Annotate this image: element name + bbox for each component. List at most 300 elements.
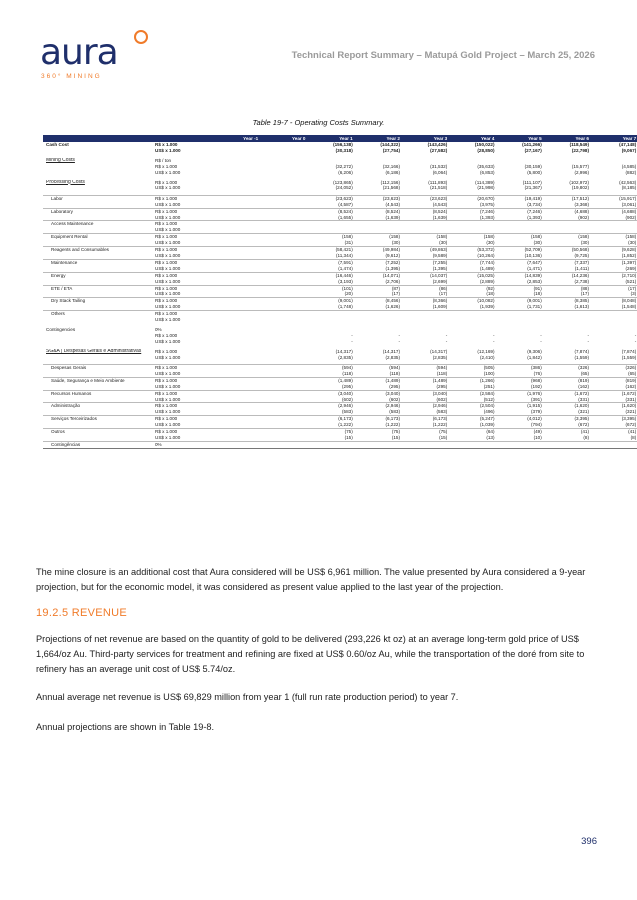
- value-cell: (6,173): [310, 416, 357, 422]
- report-header-title: Technical Report Summary – Matupá Gold Project – March 25, 2026: [291, 50, 595, 61]
- row-unit: US$ x 1.000: [155, 422, 181, 428]
- value-cell: (144,322): [380, 142, 400, 147]
- value-cell: (100): [483, 370, 495, 376]
- value-cell: (594): [310, 365, 357, 371]
- value-cell: (41): [546, 429, 593, 435]
- value-cell: (1,939): [479, 304, 495, 310]
- value-cell: (28,850): [477, 147, 495, 153]
- value-cell: (1,395): [385, 265, 400, 271]
- value-cell: (1,559): [574, 354, 589, 360]
- row-unit: R$ x 1.000: [155, 234, 215, 240]
- row-unit: R$ x 1.000: [155, 272, 215, 278]
- value-cell: (3,040): [404, 390, 451, 396]
- row-unit: R$ x 1.000: [155, 403, 215, 409]
- value-cell: -: [351, 332, 353, 338]
- value-cell: (17,512): [546, 195, 593, 201]
- value-cell: (102,972): [569, 179, 589, 185]
- row-unit: US$ x 1.000: [155, 396, 181, 402]
- row-label: Equipment Rental: [43, 234, 155, 240]
- value-cell: (4,688): [593, 208, 637, 214]
- row-label: Laboratory: [43, 208, 155, 214]
- value-cell: (1,489): [357, 377, 404, 383]
- value-cell: (3,368): [574, 201, 589, 207]
- value-cell: (8,185): [621, 185, 637, 191]
- header-cell-year: Year 5: [499, 135, 546, 142]
- value-cell: (158): [593, 234, 637, 240]
- value-cell: (7,874): [621, 348, 637, 354]
- row-unit: US$ x 1.000: [155, 240, 181, 246]
- value-cell: (1,471): [527, 265, 542, 271]
- row-unit: US$ x 1.000: [155, 304, 181, 310]
- value-cell: (11,344): [335, 253, 353, 258]
- value-cell: (968): [499, 377, 546, 383]
- value-cell: (295): [389, 383, 400, 389]
- value-cell: (10,082): [451, 298, 498, 304]
- value-cell: (1,222): [385, 422, 400, 428]
- value-cell: (902): [578, 214, 589, 220]
- value-cell: (10): [533, 434, 542, 440]
- paragraph-table-reference: Annual projections are shown in Table 19-8.: [36, 722, 215, 732]
- value-cell: (18): [533, 291, 542, 297]
- row-unit: R$ x 1.000: [155, 195, 215, 201]
- value-cell: (30): [391, 240, 400, 246]
- row-label: Others: [43, 311, 155, 317]
- value-cell: (27,754): [382, 147, 400, 153]
- row-label: Maintenance: [43, 259, 155, 265]
- company-logo: [40, 33, 150, 85]
- value-cell: (17): [580, 291, 589, 297]
- value-cell: (2,738): [574, 278, 589, 284]
- value-cell: (16,446): [310, 272, 357, 278]
- row-unit: R$ / ton: [155, 157, 172, 163]
- value-cell: -: [634, 332, 637, 338]
- value-cell: (2,835): [385, 354, 400, 360]
- value-cell: (819): [593, 377, 637, 383]
- row-label: Despesas Gerais: [43, 365, 155, 371]
- value-cell: (505): [451, 365, 498, 371]
- value-cell: (75): [310, 429, 357, 435]
- value-cell: (32,166): [382, 163, 400, 169]
- value-cell: (2,410): [479, 354, 495, 360]
- value-cell: (1,474): [338, 265, 353, 271]
- value-cell: (23,623): [357, 195, 404, 201]
- row-unit: US$ x 1.000: [155, 317, 181, 323]
- value-cell: (326): [593, 365, 637, 371]
- page-number: 396: [581, 836, 597, 847]
- value-cell: (7,591): [310, 259, 357, 265]
- row-label: Dry Stack Tailing: [43, 298, 155, 304]
- row-label: SG&A | Despesas Gerais e Administrativas: [46, 348, 142, 354]
- row-label: Saúde, Segurança e Meio Ambiente: [43, 377, 155, 383]
- value-cell: (111,107): [522, 179, 542, 185]
- value-cell: (162): [578, 383, 589, 389]
- value-cell: (91): [499, 285, 546, 291]
- row-unit: R$ x 1.000: [155, 377, 215, 383]
- value-cell: (251): [483, 383, 495, 389]
- paragraph-revenue-projection: Projections of net revenue are based on the quantity of gold to be delivered (293,226 kt oz) at an average long-term gold price of US$ 1,664/oz Au. Third-party services for treatment and refining are fixed at US$ 0.60/oz Au, while the transportation of the doré from site to refinery has an average unit cost of US$ 5.74/oz.: [36, 634, 585, 675]
- row-label: Reagents and Consumables: [43, 247, 155, 253]
- value-cell: (1,620): [546, 403, 593, 409]
- value-cell: (3,734): [527, 201, 542, 207]
- value-cell: (4,688): [546, 208, 593, 214]
- value-cell: -: [445, 338, 448, 344]
- value-cell: (8,048): [593, 298, 637, 304]
- row-label: Outros: [43, 429, 155, 435]
- table-row: [43, 441, 637, 448]
- value-cell: [357, 441, 404, 448]
- value-cell: (14,839): [499, 272, 546, 278]
- value-cell: (1,489): [310, 377, 357, 383]
- value-cell: (9,001): [310, 298, 357, 304]
- value-cell: (150,022): [474, 142, 495, 147]
- row-unit: R$ x 1.000: [155, 208, 215, 214]
- value-cell: (8,524): [404, 208, 451, 214]
- value-cell: (158): [404, 234, 451, 240]
- value-cell: (30): [628, 240, 637, 246]
- value-cell: (321): [625, 409, 637, 415]
- value-cell: (6,064): [432, 169, 448, 175]
- value-cell: (118): [436, 370, 448, 376]
- value-cell: (114,389): [475, 179, 495, 185]
- value-cell: (23,623): [404, 195, 451, 201]
- value-cell: (30,159): [524, 163, 542, 169]
- value-cell: (19,419): [499, 195, 546, 201]
- row-label: Contingencies: [46, 326, 76, 332]
- row-unit: US$ x 1.000: [155, 354, 181, 360]
- value-cell: (30): [439, 240, 448, 246]
- value-cell: (1,626): [385, 304, 400, 310]
- value-cell: (101): [310, 285, 357, 291]
- value-cell: (47,148): [619, 142, 637, 147]
- value-cell: (1,609): [432, 304, 448, 310]
- value-cell: (9,067): [621, 147, 637, 153]
- value-cell: (1,222): [432, 422, 448, 428]
- value-cell: (594): [357, 365, 404, 371]
- value-cell: (27,582): [430, 147, 448, 153]
- value-cell: [404, 441, 451, 448]
- header-cell-unit: [155, 135, 215, 142]
- value-cell: [546, 441, 593, 448]
- value-cell: (672): [578, 422, 589, 428]
- value-cell: [310, 441, 357, 448]
- value-cell: (30): [580, 240, 589, 246]
- value-cell: (32,272): [335, 163, 353, 169]
- value-cell: (2,946): [310, 403, 357, 409]
- value-cell: (17): [439, 291, 448, 297]
- value-cell: (379): [531, 409, 542, 415]
- value-cell: (27,167): [524, 147, 542, 153]
- value-cell: (52,709): [499, 247, 546, 253]
- value-cell: (24,052): [335, 185, 353, 191]
- value-cell: (1,655): [338, 214, 353, 220]
- value-cell: (87): [357, 285, 404, 291]
- value-cell: (123,865): [333, 179, 353, 185]
- logo-tagline: 360° MINING: [41, 73, 102, 80]
- value-cell: (3,061): [621, 201, 637, 207]
- value-cell: (156,138): [333, 142, 353, 147]
- value-cell: (1,548): [621, 304, 637, 310]
- value-cell: (2,946): [404, 403, 451, 409]
- value-cell: (31): [344, 240, 353, 246]
- value-cell: (12,169): [477, 348, 495, 354]
- value-cell: (2,946): [357, 403, 404, 409]
- value-cell: (9,001): [499, 298, 546, 304]
- value-cell: (118,549): [569, 142, 589, 147]
- value-cell: (672): [625, 422, 637, 428]
- value-cell: (1,842): [527, 354, 542, 360]
- value-cell: (521): [625, 278, 637, 284]
- value-cell: (583): [436, 409, 448, 415]
- section-heading-revenue: 19.2.5 REVENUE: [36, 607, 128, 619]
- value-cell: (2,710): [593, 272, 637, 278]
- value-cell: [451, 441, 498, 448]
- value-cell: (3,193): [338, 278, 353, 284]
- value-cell: (1,672): [593, 390, 637, 396]
- value-cell: (158): [546, 234, 593, 240]
- value-cell: (8): [630, 434, 637, 440]
- value-cell: (1,397): [593, 259, 637, 265]
- value-cell: (1,976): [499, 390, 546, 396]
- value-cell: (49,984): [357, 247, 404, 253]
- value-cell: (1,915): [499, 403, 546, 409]
- table-body: [43, 142, 637, 448]
- value-cell: (1,266): [451, 377, 498, 383]
- row-unit: 0%: [155, 441, 215, 448]
- row-unit: R$ x 1.000: [155, 429, 215, 435]
- value-cell: (3,975): [479, 201, 495, 207]
- value-cell: (8,366): [404, 298, 451, 304]
- value-cell: (1,039): [479, 422, 495, 428]
- paragraph-annual-revenue: Annual average net revenue is US$ 69,829 million from year 1 (full run rate production period) to year 7.: [36, 692, 459, 702]
- value-cell: (13): [486, 434, 495, 440]
- value-cell: (602): [436, 396, 448, 402]
- value-cell: (1,393): [479, 214, 495, 220]
- value-cell: (14,317): [430, 348, 448, 354]
- value-cell: (1,489): [479, 265, 495, 271]
- row-unit: R$ x 1.000: [155, 348, 178, 354]
- value-cell: (21,367): [524, 185, 542, 191]
- value-cell: (321): [578, 409, 589, 415]
- value-cell: (118): [342, 370, 353, 376]
- value-cell: (7,246): [499, 208, 546, 214]
- header-cell-year: Year 7: [593, 135, 637, 142]
- value-cell: (1,639): [432, 214, 448, 220]
- value-cell: (31,532): [430, 163, 448, 169]
- row-label: Serviços Terceirizados: [43, 416, 155, 422]
- value-cell: (512): [483, 396, 495, 402]
- value-cell: (15): [391, 434, 400, 440]
- value-cell: (7,255): [404, 259, 451, 265]
- header-cell-label: [43, 135, 155, 142]
- row-label: Administração: [43, 403, 155, 409]
- value-cell: (6,206): [338, 169, 353, 175]
- value-cell: (2,835): [432, 354, 448, 360]
- value-cell: (6,853): [479, 169, 495, 175]
- value-cell: (2,504): [451, 403, 498, 409]
- value-cell: (30,318): [335, 147, 353, 153]
- logo-ring-icon: [134, 30, 148, 44]
- row-unit: US$ x 1.000: [155, 383, 181, 389]
- row-label: Recursos Humanos: [43, 390, 155, 396]
- value-cell: (158): [357, 234, 404, 240]
- value-cell: (295): [342, 383, 353, 389]
- value-cell: (21,568): [382, 185, 400, 191]
- value-cell: (7,252): [357, 259, 404, 265]
- row-unit: R$ x 1.000: [155, 311, 215, 317]
- value-cell: (1,620): [593, 403, 637, 409]
- value-cell: (4,587): [338, 201, 353, 207]
- row-unit: US$ x 1.000: [155, 201, 181, 207]
- value-cell: (602): [342, 396, 353, 402]
- row-unit: US$ x 1.000: [155, 291, 181, 297]
- value-cell: (583): [342, 409, 353, 415]
- value-cell: (4,012): [499, 416, 546, 422]
- value-cell: (75): [404, 429, 451, 435]
- header-cell-year: Year 0: [262, 135, 309, 142]
- row-unit: US$ x 1.000: [155, 409, 181, 415]
- value-cell: (4,585): [621, 163, 637, 169]
- row-unit: US$ x 1.000: [155, 185, 181, 191]
- value-cell: (5,247): [451, 416, 498, 422]
- value-cell: [593, 441, 637, 448]
- row-unit: US$ x 1.000: [155, 169, 181, 175]
- row-unit: US$ x 1.000: [155, 265, 181, 271]
- value-cell: -: [540, 332, 542, 338]
- value-cell: (9,612): [385, 253, 400, 258]
- value-cell: (1,411): [574, 265, 589, 271]
- row-unit: US$ x 1.000: [155, 338, 181, 344]
- row-unit: US$ x 1.000: [155, 214, 181, 220]
- row-unit: US$ x 1.000: [155, 434, 181, 440]
- value-cell: (1,395): [432, 265, 448, 271]
- value-cell: (9,725): [574, 253, 589, 258]
- row-unit: US$ x 1.000: [155, 253, 181, 258]
- value-cell: (8,456): [357, 298, 404, 304]
- value-cell: (158): [499, 234, 546, 240]
- value-cell: (42,563): [619, 179, 637, 185]
- value-cell: (2,996): [574, 169, 589, 175]
- value-cell: (14,317): [382, 348, 400, 354]
- value-cell: (53,372): [451, 247, 498, 253]
- value-cell: (9,306): [527, 348, 542, 354]
- value-cell: (65): [628, 370, 637, 376]
- row-unit: US$ x 1.000: [155, 147, 181, 153]
- value-cell: (143,426): [427, 142, 448, 147]
- table-caption: Table 19-7 - Operating Costs Summary.: [252, 118, 385, 127]
- value-cell: (8): [583, 434, 589, 440]
- value-cell: (88): [546, 285, 593, 291]
- value-cell: (3,040): [310, 390, 357, 396]
- value-cell: -: [634, 338, 637, 344]
- row-label: Energy: [43, 272, 155, 278]
- value-cell: (92): [451, 285, 498, 291]
- row-label: Mining Costs: [46, 157, 75, 163]
- row-unit: R$ x 1.000: [155, 416, 215, 422]
- value-cell: (9,628): [593, 247, 637, 253]
- value-cell: (20): [344, 291, 353, 297]
- value-cell: (20,670): [451, 195, 498, 201]
- value-cell: (6,186): [385, 169, 400, 175]
- value-cell: (15): [344, 434, 353, 440]
- value-cell: (112,156): [380, 179, 400, 185]
- value-cell: (2,889): [479, 278, 495, 284]
- value-cell: (583): [389, 409, 400, 415]
- value-cell: (1,852): [621, 253, 637, 258]
- value-cell: (49): [499, 429, 546, 435]
- value-cell: (9,589): [432, 253, 448, 258]
- value-cell: -: [398, 338, 400, 344]
- value-cell: (1,489): [404, 377, 451, 383]
- value-cell: (15,577): [571, 163, 589, 169]
- value-cell: -: [587, 332, 589, 338]
- value-cell: (64): [451, 429, 498, 435]
- row-unit: R$ x 1.000: [155, 332, 178, 338]
- value-cell: (295): [436, 383, 448, 389]
- table-header-row: [43, 135, 637, 142]
- value-cell: (7,337): [546, 259, 593, 265]
- value-cell: (594): [404, 365, 451, 371]
- operating-costs-table: [43, 135, 637, 449]
- value-cell: (18): [486, 291, 495, 297]
- header-cell-year: Year 2: [357, 135, 404, 142]
- value-cell: (2,835): [338, 354, 353, 360]
- value-cell: (1,559): [621, 354, 637, 360]
- value-cell: (1,222): [338, 422, 353, 428]
- value-cell: (602): [389, 396, 400, 402]
- value-cell: (23,623): [310, 195, 357, 201]
- value-cell: (3,040): [357, 390, 404, 396]
- value-cell: (2,706): [385, 278, 400, 284]
- value-cell: (3,395): [593, 416, 637, 422]
- value-cell: (15,917): [593, 195, 637, 201]
- row-unit: R$ x 1.000: [155, 247, 215, 253]
- value-cell: (819): [546, 377, 593, 383]
- row-label: Labor: [43, 195, 155, 201]
- value-cell: (1,748): [338, 304, 353, 310]
- value-cell: (118): [389, 370, 400, 376]
- value-cell: (35,633): [477, 163, 495, 169]
- value-cell: (3): [630, 291, 637, 297]
- header-cell-year: Year -1: [215, 135, 262, 142]
- value-cell: (7,647): [499, 259, 546, 265]
- value-cell: (10,136): [524, 253, 542, 258]
- row-unit: US$ x 1.000: [155, 370, 181, 376]
- row-unit: US$ x 1.000: [155, 227, 181, 233]
- value-cell: (22,798): [571, 147, 589, 153]
- value-cell: (882): [625, 169, 637, 175]
- row-unit: R$ x 1.000: [155, 163, 178, 169]
- row-unit: 0%: [155, 326, 162, 332]
- row-label: Processing Costs: [46, 179, 85, 185]
- value-cell: (269): [625, 265, 637, 271]
- value-cell: (7,874): [574, 348, 589, 354]
- value-cell: (4,543): [432, 201, 448, 207]
- value-cell: (30): [486, 240, 495, 246]
- value-cell: (1,731): [527, 304, 542, 310]
- value-cell: (1,613): [574, 304, 589, 310]
- value-cell: (76): [533, 370, 542, 376]
- value-cell: [499, 441, 546, 448]
- value-cell: (7,744): [451, 259, 498, 265]
- value-cell: (496): [483, 409, 495, 415]
- value-cell: (2,584): [451, 390, 498, 396]
- value-cell: (15): [439, 434, 448, 440]
- value-cell: (2,699): [432, 278, 448, 284]
- value-cell: (902): [625, 214, 637, 220]
- value-cell: (1,672): [546, 390, 593, 396]
- value-cell: (158): [310, 234, 357, 240]
- value-cell: (1,393): [527, 214, 542, 220]
